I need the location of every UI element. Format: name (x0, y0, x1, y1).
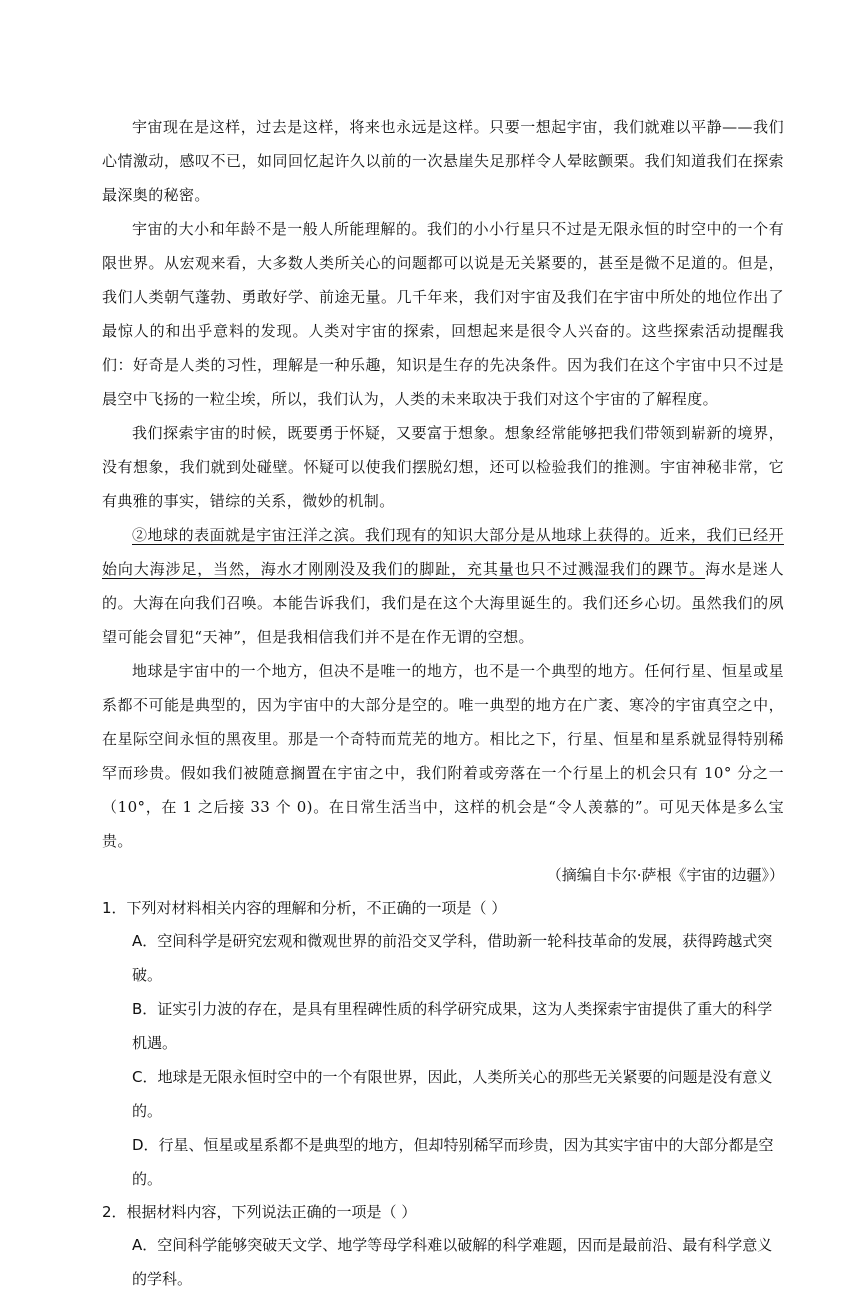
question-2-option-a: A．空间科学能够突破天文学、地学等母学科难以破解的科学难题，因而是最前沿、最有科学意义的学科。 (132, 1236, 773, 1288)
question-1-option-d: D．行星、恒星或星系都不是典型的地方，但却特别稀罕而珍贵，因为其实宇宙中的大部分都是空的。 (132, 1136, 774, 1188)
passage-paragraph-4 (102, 518, 784, 654)
passage-paragraph-4-rest: 海水是迷人的。大海在向我们召唤。本能告诉我们，我们是在这个大海里诞生的。我们还乡心切。虽然我们的夙望可能会冒犯“天神”，但是我相信我们并不是在作无谓的空想。 (102, 560, 784, 646)
question-1-option-c: C．地球是无限永恒时空中的一个有限世界，因此，人类所关心的那些无关紧要的问题是没有意义的。 (132, 1068, 773, 1120)
question-1-option-b: B．证实引力波的存在，是具有里程碑性质的科学研究成果，这为人类探索宇宙提供了重大的科学机遇。 (132, 1000, 773, 1052)
passage-paragraph-3: 我们探索宇宙的时候，既要勇于怀疑，又要富于想象。想象经常能够把我们带领到崭新的境界，没有想象，我们就到处碰壁。怀疑可以使我们摆脱幻想，还可以检验我们的推测。宇宙神秘非常，它有典雅的事实，错综的关系，微妙的机制。 (102, 424, 784, 510)
passage-source: （摘编自卡尔·萨根《宇宙的边疆》） (546, 866, 784, 884)
passage-paragraph-1: 宇宙现在是这样，过去是这样，将来也永远是这样。只要一想起宇宙，我们就难以平静——我们心情激动，感叹不已，如同回忆起许久以前的一次悬崖失足那样令人晕眩颤栗。我们知道我们在探索最深奥的秘密。 (102, 118, 784, 204)
underlined-sentence: ②地球的表面就是宇宙汪洋之滨。我们现有的知识大部分是从地球上获得的。近来，我们已经开始向大海涉足，当然，海水才刚刚没及我们的脚趾，充其量也只不过溅湿我们的踝节。 (102, 526, 784, 578)
passage-paragraph-5: 地球是宇宙中的一个地方，但决不是唯一的地方，也不是一个典型的地方。任何行星、恒星或星系都不可能是典型的，因为宇宙中的大部分是空的。唯一典型的地方在广袤、寒冷的宇宙真空之中，在星际空间永恒的黑夜里。那是一个奇特而荒芜的地方。相比之下，行星、恒星和星系就显得特别稀罕而珍贵。假如我们被随意搁置在宇宙之中，我们附着或旁落在一个行星上的机会只有 10° 分之一（10°，在 1 之后接 33 个 0)。在日常生活当中，这样的机会是“令人羡慕的”。可见天体是多么宝贵。 (102, 662, 784, 850)
question-2-stem: 2．根据材料内容，下列说法正确的一项是（ ） (102, 1203, 417, 1221)
question-1-option-a: A．空间科学是研究宏观和微观世界的前沿交叉学科，借助新一轮科技革命的发展，获得跨越式突破。 (132, 932, 773, 984)
question-1-stem: 1．下列对材料相关内容的理解和分析，不正确的一项是（ ） (102, 899, 507, 917)
passage-paragraph-2: 宇宙的大小和年龄不是一般人所能理解的。我们的小小行星只不过是无限永恒的时空中的一个有限世界。从宏观来看，大多数人类所关心的问题都可以说是无关紧要的，甚至是微不足道的。但是，我们人类朝气蓬勃、勇敢好学、前途无量。几千年来，我们对宇宙及我们在宇宙中所处的地位作出了最惊人的和出乎意料的发现。人类对宇宙的探索，回想起来是很令人兴奋的。这些探索活动提醒我们：好奇是人类的习性，理解是一种乐趣，知识是生存的先决条件。因为我们在这个宇宙中只不过是晨空中飞扬的一粒尘埃，所以，我们认为，人类的未来取决于我们对这个宇宙的了解程度。 (102, 220, 784, 408)
